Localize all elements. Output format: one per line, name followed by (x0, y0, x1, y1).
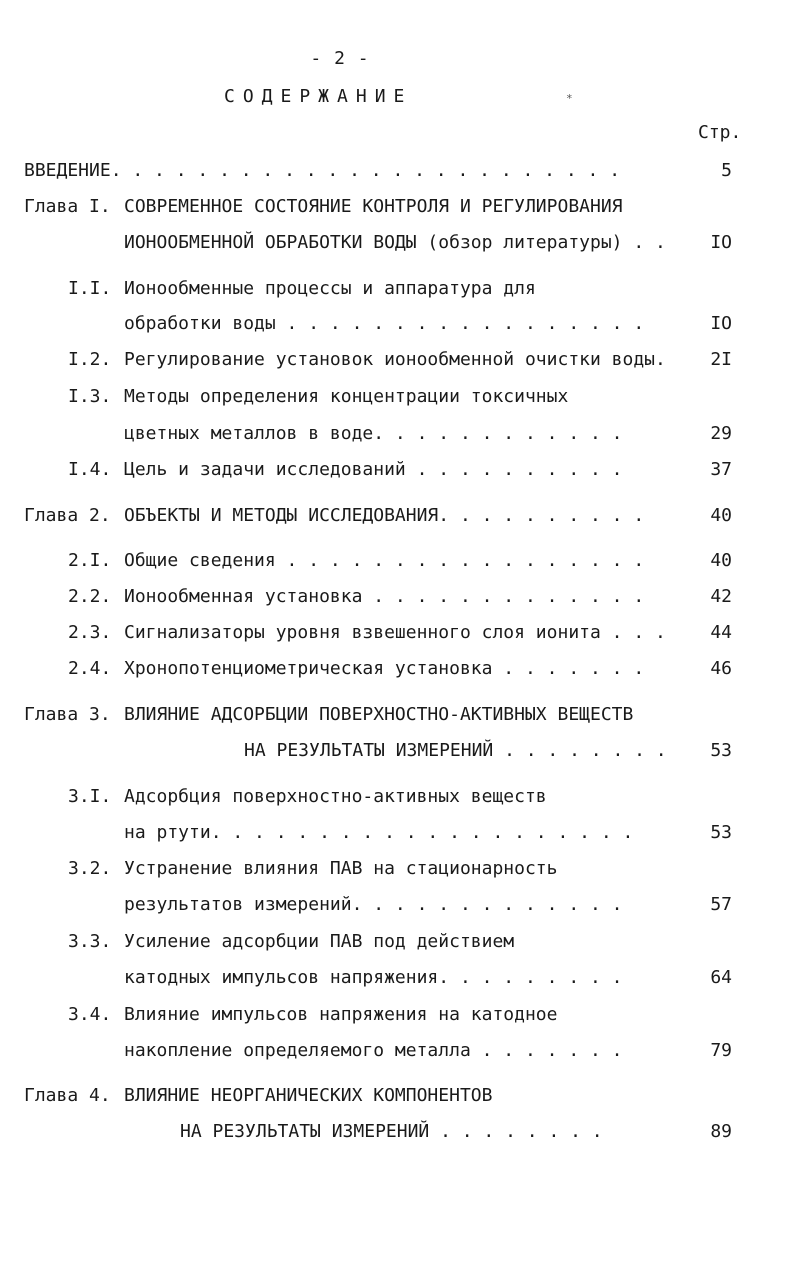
toc-chapter-1-title-cont: ИОНООБМЕННОЙ ОБРАБОТКИ ВОДЫ (обзор литературы) . . (124, 232, 666, 253)
toc-section-1-2-title: Регулирование установок ионообменной очистки воды. (124, 349, 666, 370)
toc-chapter-4-num: Глава 4. (24, 1085, 111, 1106)
toc-section-1-1-title: Ионообменные процессы и аппаратура для (124, 278, 536, 299)
toc-section-1-1-title-cont: обработки воды . . . . . . . . . . . . . . . . . (124, 313, 645, 334)
toc-entry-intro-page: 5 (721, 160, 732, 181)
toc-section-1-2-page: 2I (710, 349, 732, 370)
toc-section-1-3-page: 29 (710, 423, 732, 444)
toc-chapter-1-num: Глава I. (24, 196, 111, 217)
toc-section-3-2-title: Устранение влияния ПАВ на стационарность (124, 858, 558, 879)
toc-section-3-2-num: 3.2. (68, 858, 112, 879)
toc-section-3-4-page: 79 (710, 1040, 732, 1061)
toc-chapter-2-num: Глава 2. (24, 505, 111, 526)
page-column-label: Стр. (698, 122, 742, 143)
toc-section-3-4-num: 3.4. (68, 1004, 112, 1025)
toc-section-2-4-page: 46 (710, 658, 732, 679)
toc-section-1-1-num: I.I. (68, 278, 112, 299)
page-number: - 2 - (310, 48, 370, 69)
toc-section-2-2-title: Ионообменная установка . . . . . . . . . . . . . (124, 586, 645, 607)
toc-section-2-3-num: 2.3. (68, 622, 112, 643)
toc-chapter-4-title-cont: НА РЕЗУЛЬТАТЫ ИЗМЕРЕНИЙ . . . . . . . . (180, 1121, 603, 1142)
toc-section-1-4-num: I.4. (68, 459, 112, 480)
toc-section-3-3-page: 64 (710, 967, 732, 988)
toc-section-2-2-num: 2.2. (68, 586, 112, 607)
toc-section-3-4-title-cont: накопление определяемого металла . . . . . . . (124, 1040, 623, 1061)
toc-section-3-1-title: Адсорбция поверхностно-активных веществ (124, 786, 547, 807)
page-title: СОДЕРЖАНИЕ (224, 86, 413, 107)
toc-chapter-2-page: 40 (710, 505, 732, 526)
toc-section-2-4-num: 2.4. (68, 658, 112, 679)
toc-section-1-3-title-cont: цветных металлов в воде. . . . . . . . . . . . (124, 423, 623, 444)
toc-chapter-4-page: 89 (710, 1121, 732, 1142)
toc-section-3-3-num: 3.3. (68, 931, 112, 952)
toc-section-2-1-title: Общие сведения . . . . . . . . . . . . . . . . . (124, 550, 645, 571)
toc-chapter-2-title: ОБЪЕКТЫ И МЕТОДЫ ИССЛЕДОВАНИЯ. . . . . . . . . . (124, 505, 645, 526)
toc-section-3-1-page: 53 (710, 822, 732, 843)
toc-section-1-3-num: I.3. (68, 386, 112, 407)
toc-section-1-3-title: Методы определения концентрации токсичных (124, 386, 569, 407)
toc-section-2-3-title: Сигнализаторы уровня взвешенного слоя ионита . . . (124, 622, 666, 643)
toc-section-2-2-page: 42 (710, 586, 732, 607)
toc-section-3-3-title-cont: катодных импульсов напряжения. . . . . . . . . (124, 967, 623, 988)
toc-section-3-1-title-cont: на ртути. . . . . . . . . . . . . . . . . . . . (124, 822, 634, 843)
toc-chapter-3-page: 53 (710, 740, 732, 761)
toc-section-2-4-title: Хронопотенциометрическая установка . . . . . . . (124, 658, 645, 679)
toc-section-3-1-num: 3.I. (68, 786, 112, 807)
toc-chapter-3-title: ВЛИЯНИЕ АДСОРБЦИИ ПОВЕРХНОСТНО-АКТИВНЫХ ВЕЩЕСТВ (124, 704, 634, 725)
toc-section-1-4-page: 37 (710, 459, 732, 480)
toc-section-1-4-title: Цель и задачи исследований . . . . . . . . . . (124, 459, 623, 480)
toc-section-3-2-page: 57 (710, 894, 732, 915)
toc-chapter-1-title: СОВРЕМЕННОЕ СОСТОЯНИЕ КОНТРОЛЯ И РЕГУЛИРОВАНИЯ (124, 196, 623, 217)
toc-section-2-3-page: 44 (710, 622, 732, 643)
toc-chapter-4-title: ВЛИЯНИЕ НЕОРГАНИЧЕСКИХ КОМПОНЕНТОВ (124, 1085, 493, 1106)
toc-chapter-3-title-cont: НА РЕЗУЛЬТАТЫ ИЗМЕРЕНИЙ . . . . . . . . (244, 740, 667, 761)
toc-section-3-4-title: Влияние импульсов напряжения на катодное (124, 1004, 558, 1025)
toc-chapter-3-num: Глава 3. (24, 704, 111, 725)
toc-section-1-2-num: I.2. (68, 349, 112, 370)
toc-section-3-3-title: Усиление адсорбции ПАВ под действием (124, 931, 515, 952)
toc-chapter-1-page: IO (710, 232, 732, 253)
toc-section-2-1-page: 40 (710, 550, 732, 571)
stray-mark: * (566, 92, 573, 105)
toc-section-3-2-title-cont: результатов измерений. . . . . . . . . . . . . (124, 894, 623, 915)
toc-section-1-1-page: IO (710, 313, 732, 334)
toc-section-2-1-num: 2.I. (68, 550, 112, 571)
toc-entry-intro-title: ВВЕДЕНИЕ. . . . . . . . . . . . . . . . . . . . . . . . (24, 160, 621, 181)
